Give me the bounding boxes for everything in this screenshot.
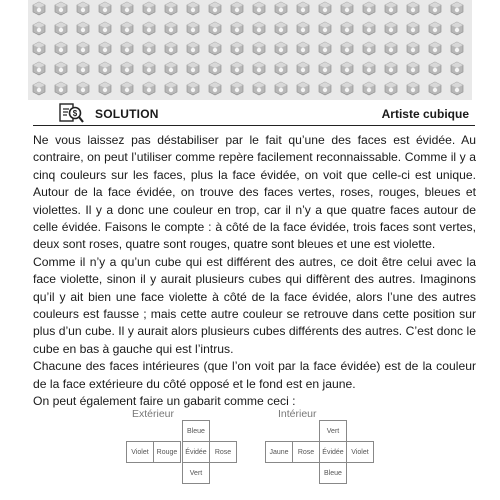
net-cell-left: Violet xyxy=(126,441,154,463)
net-cell-left: Jaune xyxy=(265,441,293,463)
net-cell-top: Bleue xyxy=(182,420,210,442)
cube-pattern xyxy=(28,0,472,100)
paragraph: Ne vous laissez pas déstabiliser par le fait qu’une des faces est évidée. Au contraire, on peut l’utiliser comme repère facilement reconnaissable. Comme il y a cinq couleurs sur les faces, plus la face évidée, on voit que celle-ci est unique. Autour de la face évidée, on trouve des faces vertes, roses, rouges, bleues et violettes. Il y a donc une couleur en trop, car il n’y a que quatre faces autour de celle évidée. Faisons le compte : à côté de la face évidée, trois faces sont vertes, deux sont roses, quatre sont rouges, quatre sont bleues et une est violette. xyxy=(33,133,476,252)
solution-body xyxy=(33,132,476,411)
net-cell-center: Évidée xyxy=(319,441,347,463)
magnifier-document-icon xyxy=(59,102,85,124)
paragraph: On peut également faire un gabarit comme ceci : xyxy=(33,394,296,409)
cube-pattern-banner xyxy=(28,0,472,100)
interior-net xyxy=(262,408,382,498)
net-cell-bottom: Vert xyxy=(182,462,210,484)
section-label: SOLUTION xyxy=(95,107,159,121)
net-cell-right: Violet xyxy=(346,441,374,463)
net-cell-center: Évidée xyxy=(182,441,210,463)
svg-text:$: $ xyxy=(72,109,78,118)
net-cell-right: Rose xyxy=(209,441,237,463)
net-title: Extérieur xyxy=(132,408,175,420)
paragraph: Chacune des faces intérieures (que l’on voit par la face évidée) est de la couleur de la face extérieure du côté opposé et le fond est en jaune. xyxy=(33,359,476,391)
net-title: Intérieur xyxy=(278,408,317,420)
net-cell-top: Vert xyxy=(319,420,347,442)
net-cell-second: Rose xyxy=(292,441,320,463)
exterior-net xyxy=(120,408,240,498)
paragraph: Comme il n’y a qu’un cube qui est différent des autres, ce doit être celui avec la face violette, sinon il y aurait plusieurs cubes qui diffèrent des autres. Imaginons qu’il y ait bien une face violette à côté de la face évidée, alors l’une des autres couleurs est fausse ; mais cette autre couleur se retrouve dans cette position sur plus d’un cube. Il y aurait alors plusieurs cubes différents des autres. C’est donc le cube en bas à gauche qui est l’intrus. xyxy=(33,254,476,356)
net-cell-second: Rouge xyxy=(153,441,181,463)
puzzle-title: Artiste cubique xyxy=(381,107,469,121)
solution-header xyxy=(33,103,475,126)
net-cell-bottom: Bleue xyxy=(319,462,347,484)
